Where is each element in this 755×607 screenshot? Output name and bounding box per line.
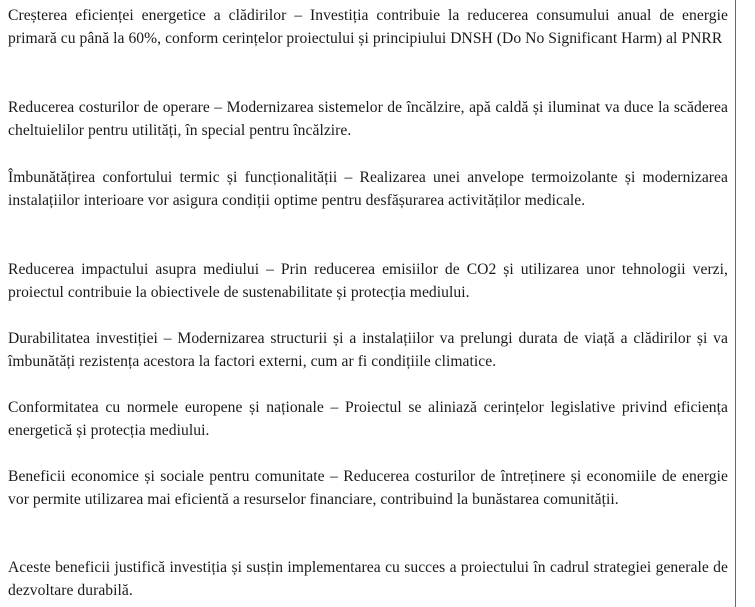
paragraph-thermal-comfort: Îmbunătățirea confortului termic și funcționalității – Realizarea unei anvelope termoizolante și modernizarea instalațiilor interioare vor asigura condiții optime pentru desfășurarea activităților medicale. xyxy=(8,169,728,209)
paragraph-environmental-impact: Reducerea impactului asupra mediului – Prin reducerea emisiilor de CO2 și utilizarea unor tehnologii verzi, proiectul contribuie la obiectivele de sustenabilitate și protecția mediului. xyxy=(8,261,728,301)
paragraph-eu-compliance: Conformitatea cu normele europene și naționale – Proiectul se aliniază cerințelor legislative privind eficiența energetică și protecția mediului. xyxy=(8,399,728,439)
paragraph-operating-costs: Reducerea costurilor de operare – Modernizarea sistemelor de încălzire, apă caldă și iluminat va duce la scăderea cheltuielilor pentru utilități, în special pentru încălzire. xyxy=(8,99,728,139)
paragraph-investment-durability: Durabilitatea investiției – Modernizarea structurii și a instalațiilor va prelungi durata de viață a clădirilor și va îmbunătăți rezistența acestora la factori externi, cum ar fi condițiile climatice. xyxy=(8,330,728,370)
page-edge-divider xyxy=(735,0,736,607)
paragraph-community-benefits: Beneficii economice și sociale pentru comunitate – Reducerea costurilor de întreținere și economiile de energie vor permite utilizarea mai eficientă a resurselor financiare, contribuind la bunăstarea comunității. xyxy=(8,468,728,508)
paragraph-energy-efficiency: Creșterea eficienței energetice a clădirilor – Investiția contribuie la reducerea consumului anual de energie primară cu până la 60%, conform cerințelor proiectului și principiului DNSH (Do No Significant Harm) al PNRR xyxy=(8,7,728,47)
paragraph-conclusion: Aceste beneficii justifică investiția și susțin implementarea cu succes a proiectului în cadrul strategiei generale de dezvoltare durabilă. xyxy=(8,559,728,599)
